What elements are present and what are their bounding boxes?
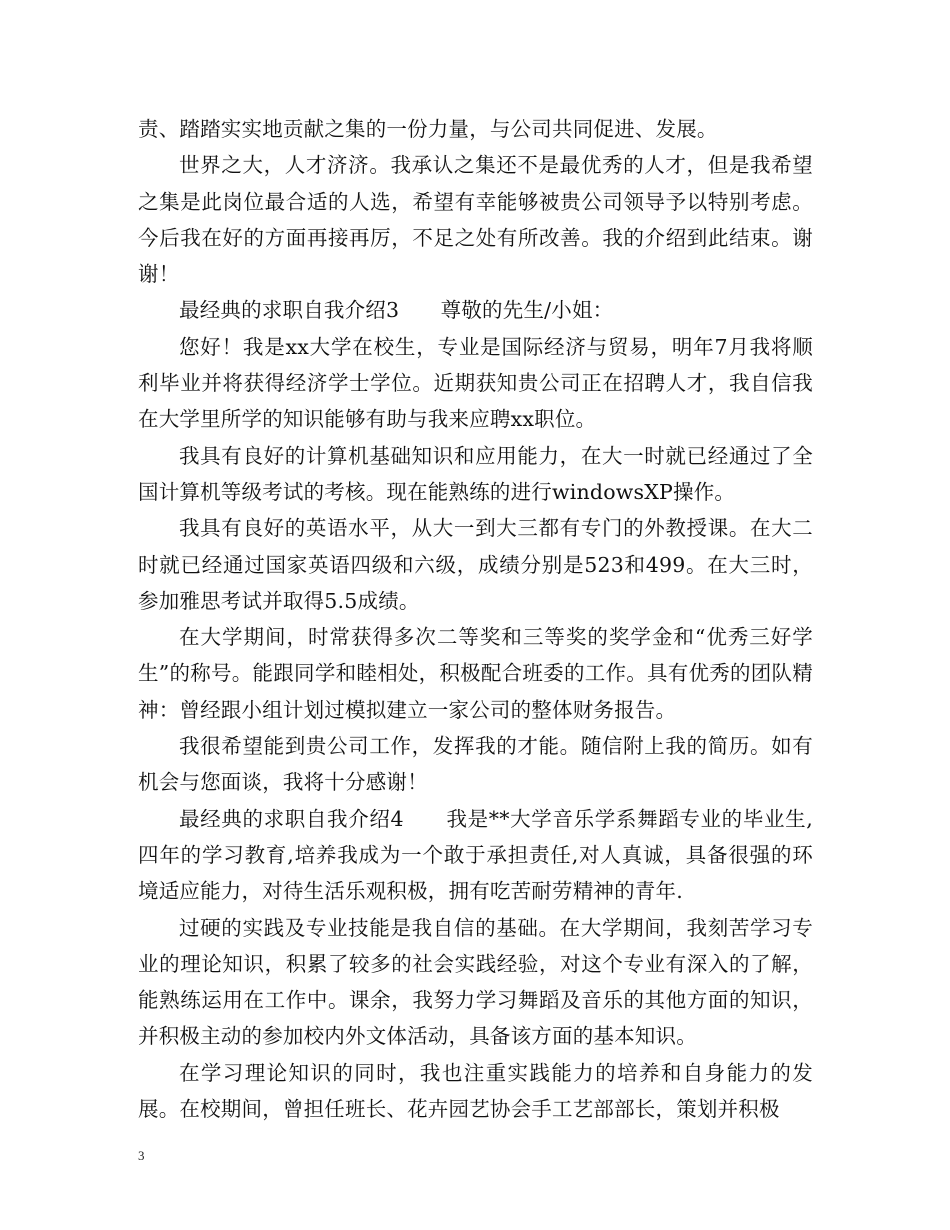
paragraph: 我具有良好的英语水平，从大一到大三都有专门的外教授课。在大二时就已经通过国家英语四级和六级，成绩分别是523和499。在大三时，参加雅思考试并取得5.5成绩。 (138, 516, 813, 613)
section-heading-paragraph: 最经典的求职自我介绍3 尊敬的先生/小姐： (179, 298, 614, 323)
paragraph: 过硬的实践及专业技能是我自信的基础。在大学期间，我刻苦学习专业的理论知识，积累了较多的社会实践经验，对这个专业有深入的了解，能熟练运用在工作中。课余，我努力学习舞蹈及音乐的其他方面的知识，并积极主动的参加校内外文体活动，具备该方面的基本知识。 (138, 915, 813, 1049)
paragraph: 在学习理论知识的同时，我也注重实践能力的培养和自身能力的发展。在校期间，曾担任班长、花卉园艺协会手工艺部部长，策划并积极 (138, 1060, 813, 1122)
page-number: 3 (138, 1148, 145, 1163)
paragraph: 在大学期间，时常获得多次二等奖和三等奖的奖学金和“优秀三好学生”的称号。能跟同学和睦相处，积极配合班委的工作。具有优秀的团队精神：曾经跟小组计划过模拟建立一家公司的整体财务报告。 (138, 625, 813, 722)
paragraph: 您好！我是xx大学在校生，专业是国际经济与贸易，明年7月我将顺利毕业并将获得经济学士学位。近期获知贵公司正在招聘人才，我自信我在大学里所学的知识能够有助与我来应聘xx职位。 (138, 334, 813, 432)
section-heading-paragraph: 最经典的求职自我介绍4 我是**大学音乐学系舞蹈专业的毕业生,四年的学习教育,培养我成为一个敢于承担责任,对人真诚，具备很强的环境适应能力，对待生活乐观积极，拥有吃苦耐劳精神的青年. (138, 806, 813, 904)
paragraph: 我很希望能到贵公司工作，发挥我的才能。随信附上我的简历。如有机会与您面谈，我将十分感谢！ (138, 734, 813, 795)
paragraph: 我具有良好的计算机基础知识和应用能力，在大一时就已经通过了全国计算机等级考试的考核。现在能熟练的进行windowsXP操作。 (138, 443, 813, 504)
document-body (138, 111, 813, 1127)
paragraph: 责、踏踏实实地贡献之集的一份力量，与公司共同促进、发展。 (138, 117, 718, 141)
paragraph: 世界之大，人才济济。我承认之集还不是最优秀的人才，但是我希望之集是此岗位最合适的人选，希望有幸能够被贵公司领导予以特别考虑。今后我在好的方面再接再厉，不足之处有所改善。我的介绍到此结束。谢谢！ (138, 153, 813, 287)
